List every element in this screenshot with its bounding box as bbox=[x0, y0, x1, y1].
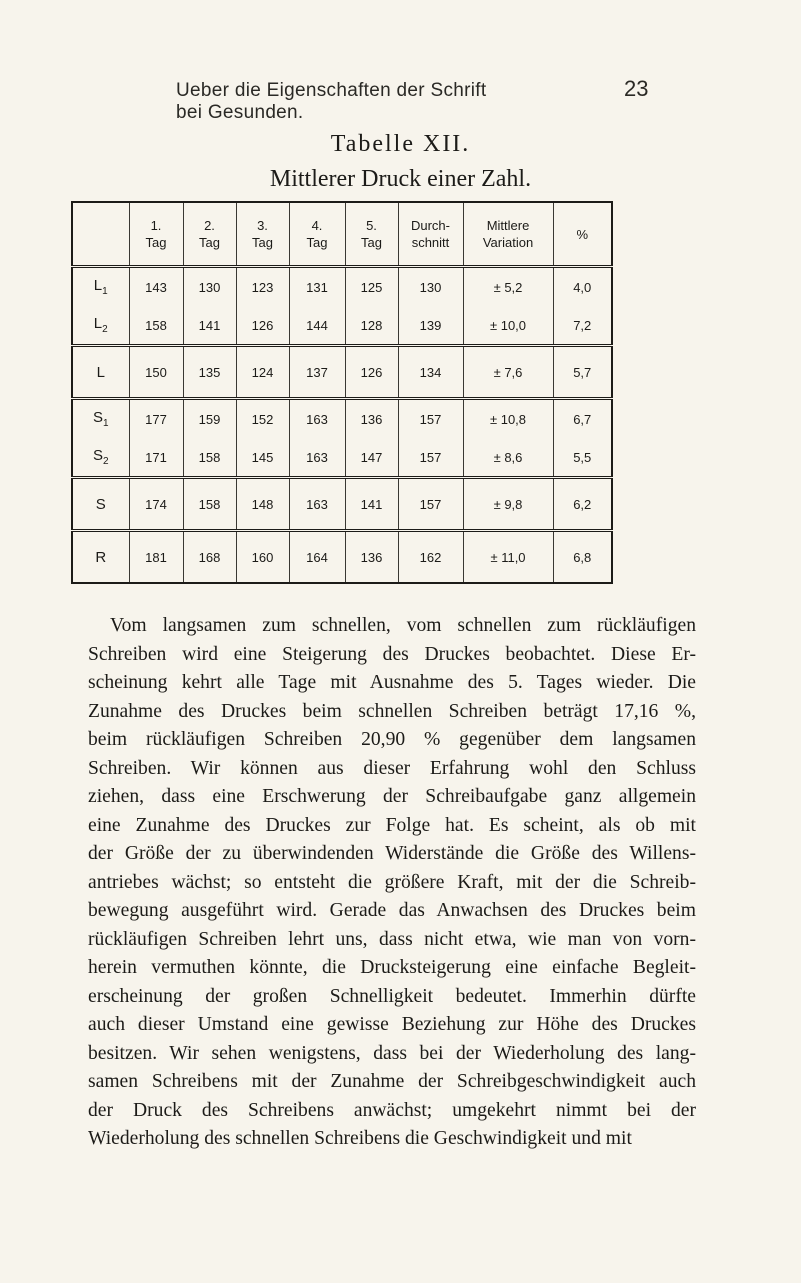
table-cell: 144 bbox=[289, 306, 345, 346]
table-cell: ± 9,8 bbox=[463, 478, 553, 531]
table-cell: ± 8,6 bbox=[463, 438, 553, 478]
paragraph-line: bewegung ausgeführt wird. Gerade das Anwachsen des Druckes beim bbox=[88, 900, 696, 921]
paragraph-line: Schreiben. Wir können aus dieser Erfahrung wohl den Schluss bbox=[88, 757, 696, 779]
data-table bbox=[71, 201, 613, 584]
table-cell: 150 bbox=[129, 346, 183, 399]
column-header: 4. Tag bbox=[289, 202, 345, 267]
table-cell: 123 bbox=[236, 267, 289, 307]
table-cell: 130 bbox=[183, 267, 236, 307]
table-cell: ± 7,6 bbox=[463, 346, 553, 399]
header-row bbox=[72, 202, 612, 267]
table-cell: 131 bbox=[289, 267, 345, 307]
table-cell: 130 bbox=[398, 267, 463, 307]
table-cell: 136 bbox=[345, 399, 398, 439]
table-cell: 164 bbox=[289, 531, 345, 584]
table-cell: 160 bbox=[236, 531, 289, 584]
table-cell: 152 bbox=[236, 399, 289, 439]
table-cell: 157 bbox=[398, 478, 463, 531]
table-cell: 141 bbox=[183, 306, 236, 346]
column-header: 3. Tag bbox=[236, 202, 289, 267]
table-cell: 126 bbox=[345, 346, 398, 399]
paragraph-line: erscheinung der großen Schnelligkeit bedeutet. Immerhin dürfte bbox=[88, 985, 696, 1007]
table-cell: 6,8 bbox=[553, 531, 612, 584]
paragraph-line: scheinung kehrt alle Tage mit Ausnahme des 5. Tages wieder. Die bbox=[88, 672, 696, 693]
row-label-subscript: 2 bbox=[102, 324, 108, 335]
table-subtitle: Mittlerer Druck einer Zahl. bbox=[269, 166, 532, 192]
table-cell: 162 bbox=[398, 531, 463, 584]
table-cell: 135 bbox=[183, 346, 236, 399]
table-row bbox=[72, 531, 612, 584]
paragraph-line: auch dieser Umstand eine gewisse Beziehung zur Höhe des Druckes bbox=[88, 1014, 696, 1035]
table-cell: 181 bbox=[129, 531, 183, 584]
table-row bbox=[72, 478, 612, 531]
column-header: % bbox=[553, 202, 612, 267]
row-label bbox=[72, 438, 129, 478]
table-cell: 5,5 bbox=[553, 438, 612, 478]
row-label bbox=[72, 399, 129, 439]
table-cell: 159 bbox=[183, 399, 236, 439]
paragraph-line: beim rückläufigen Schreiben 20,90 % gegenüber dem langsamen bbox=[88, 729, 696, 750]
row-label bbox=[72, 531, 129, 584]
row-label-letter: R bbox=[95, 548, 107, 566]
table-cell: 125 bbox=[345, 267, 398, 307]
row-label bbox=[72, 346, 129, 399]
row-label-letter: S bbox=[92, 409, 103, 426]
table-cell: 6,2 bbox=[553, 478, 612, 531]
table-cell: ± 5,2 bbox=[463, 267, 553, 307]
row-label-subscript: 2 bbox=[102, 456, 109, 467]
row-label-letter: S bbox=[95, 495, 106, 513]
table-cell: 7,2 bbox=[553, 306, 612, 346]
running-head: Ueber die Eigenschaften der Schrift bei Gesunden. bbox=[176, 80, 487, 123]
row-label-letter: L bbox=[96, 363, 105, 381]
table-cell: 139 bbox=[398, 306, 463, 346]
paragraph-line: antriebes wächst; so entsteht die größere Kraft, mit der die Schreib- bbox=[88, 871, 696, 893]
table-cell: 158 bbox=[183, 438, 236, 478]
table-cell: ± 10,8 bbox=[463, 399, 553, 439]
table-body bbox=[72, 267, 612, 584]
paragraph-line: eine Zunahme des Druckes zur Folge hat. Es scheint, als ob mit bbox=[88, 814, 696, 836]
paragraph-line: der Größe der zu überwindenden Widerstände die Größe des Willens- bbox=[88, 843, 696, 864]
body-text bbox=[88, 612, 696, 1154]
table-cell: 4,0 bbox=[553, 267, 612, 307]
paragraph-line: ziehen, dass eine Erschwerung der Schreibaufgabe ganz allgemein bbox=[88, 786, 696, 807]
table-cell: 174 bbox=[129, 478, 183, 531]
row-label bbox=[72, 478, 129, 531]
row-label bbox=[72, 306, 129, 346]
table-cell: 157 bbox=[398, 399, 463, 439]
table-cell: 148 bbox=[236, 478, 289, 531]
table-cell: ± 10,0 bbox=[463, 306, 553, 346]
table-cell: 163 bbox=[289, 478, 345, 531]
table-cell: 141 bbox=[345, 478, 398, 531]
table-cell: 137 bbox=[289, 346, 345, 399]
table-cell: 171 bbox=[129, 438, 183, 478]
paragraph-line: Vom langsamen zum schnellen, vom schnellen zum rückläufigen bbox=[110, 615, 696, 636]
row-label-letter: S bbox=[92, 447, 103, 464]
table-cell: 177 bbox=[129, 399, 183, 439]
table-cell: 128 bbox=[345, 306, 398, 346]
row-label-letter: L bbox=[93, 277, 103, 294]
column-header: 5. Tag bbox=[345, 202, 398, 267]
paragraph-line: Wiederholung des schnellen Schreibens die Geschwindigkeit und mit bbox=[88, 1128, 632, 1149]
table-cell: 163 bbox=[289, 438, 345, 478]
paragraph-line: samen Schreibens mit der Zunahme der Schreibgeschwindigkeit auch bbox=[88, 1071, 696, 1092]
table-cell: 124 bbox=[236, 346, 289, 399]
table-cell: 158 bbox=[129, 306, 183, 346]
row-label-subscript: 1 bbox=[102, 286, 108, 297]
column-header: 2. Tag bbox=[183, 202, 236, 267]
table-cell: 145 bbox=[236, 438, 289, 478]
table-row bbox=[72, 267, 612, 307]
table-cell: 6,7 bbox=[553, 399, 612, 439]
table-cell: 136 bbox=[345, 531, 398, 584]
row-label-subscript: 1 bbox=[102, 418, 109, 429]
paragraph-line: rückläufigen Schreiben lehrt uns, dass nicht etwa, wie man von vorn- bbox=[88, 928, 696, 950]
column-header: 1. Tag bbox=[129, 202, 183, 267]
table-row bbox=[72, 346, 612, 399]
table-row bbox=[72, 306, 612, 346]
table-cell: 157 bbox=[398, 438, 463, 478]
paragraph-line: Zunahme des Druckes beim schnellen Schreiben beträgt 17,16 %, bbox=[88, 700, 696, 722]
table-title: Tabelle XII. bbox=[330, 131, 471, 157]
table-cell: 147 bbox=[345, 438, 398, 478]
table-cell: 168 bbox=[183, 531, 236, 584]
table-cell: 126 bbox=[236, 306, 289, 346]
paragraph-line: der Druck des Schreibens anwächst; umgekehrt nimmt bei der bbox=[88, 1099, 696, 1121]
page-number: 23 bbox=[624, 76, 649, 101]
paragraph-line: herein vermuthen könnte, die Drucksteigerung eine einfache Begleit- bbox=[88, 957, 696, 978]
paragraph-line: besitzen. Wir sehen wenigstens, dass bei der Wiederholung des lang- bbox=[88, 1042, 696, 1064]
table-cell: 143 bbox=[129, 267, 183, 307]
table-row bbox=[72, 438, 612, 478]
column-header: Durch- schnitt bbox=[398, 202, 463, 267]
row-label bbox=[72, 267, 129, 307]
column-header: Mittlere Variation bbox=[463, 202, 553, 267]
paragraph-line: Schreiben wird eine Steigerung des Druckes beobachtet. Diese Er- bbox=[88, 643, 696, 665]
table-cell: 163 bbox=[289, 399, 345, 439]
table-row bbox=[72, 399, 612, 439]
table-cell: 158 bbox=[183, 478, 236, 531]
table-cell: 134 bbox=[398, 346, 463, 399]
row-label-letter: L bbox=[93, 315, 103, 332]
column-header bbox=[72, 202, 129, 267]
table-cell: ± 11,0 bbox=[463, 531, 553, 584]
table-cell: 5,7 bbox=[553, 346, 612, 399]
